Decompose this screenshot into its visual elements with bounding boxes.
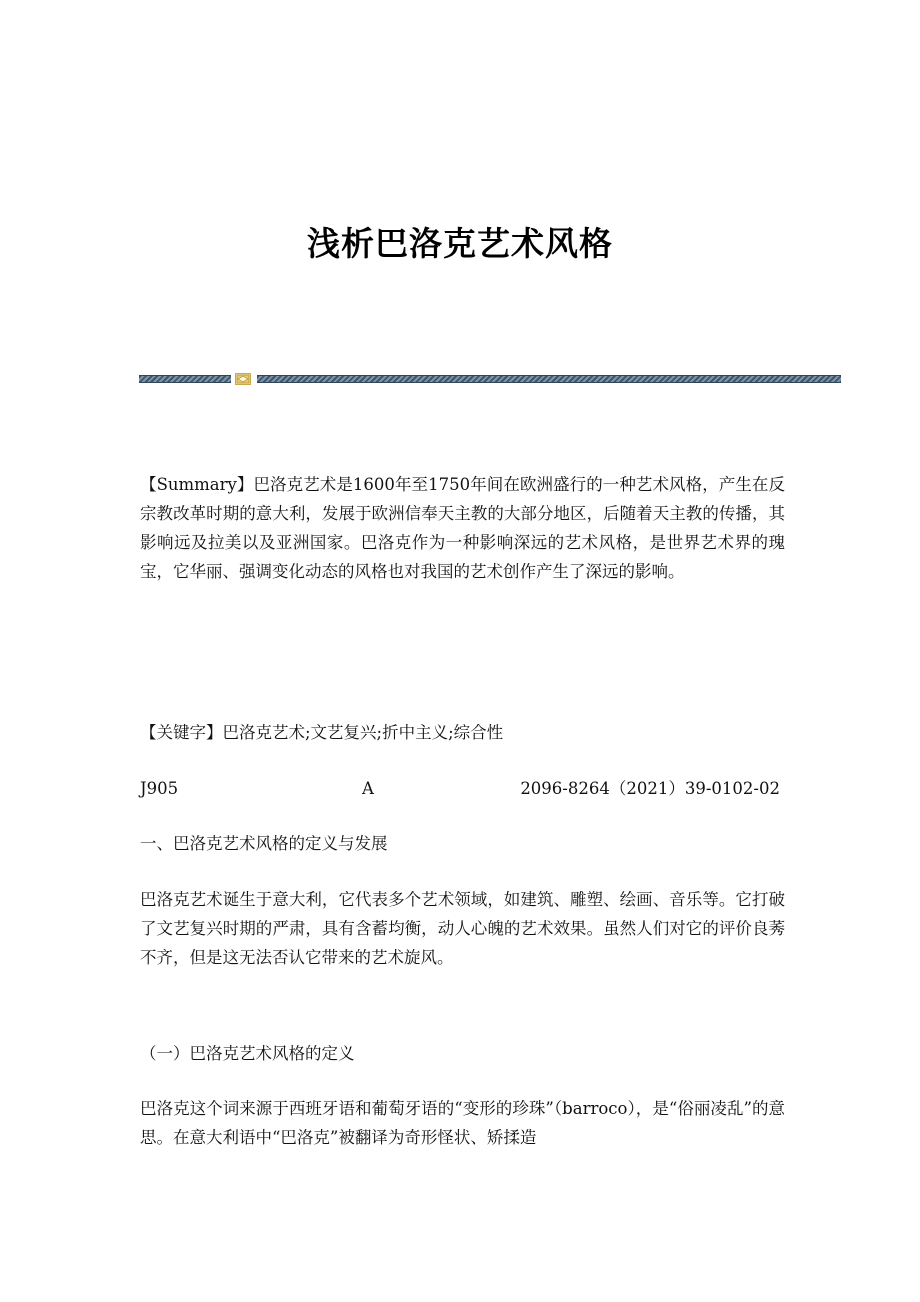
section-heading: 一、巴洛克艺术风格的定义与发展: [140, 834, 388, 853]
document-code: A: [362, 779, 374, 798]
page-title: 浅析巴洛克艺术风格: [307, 224, 613, 263]
divider-left: [139, 374, 231, 384]
clc-number: J905: [140, 779, 179, 798]
article-id: 2096-8264（2021）39-0102-02: [520, 779, 780, 798]
subsection-heading: （一）巴洛克艺术风格的定义: [140, 1044, 355, 1063]
classification-line: [140, 774, 785, 803]
divider-right: [257, 374, 841, 384]
body-paragraph: 巴洛克艺术诞生于意大利，它代表多个艺术领域，如建筑、雕塑、绘画、音乐等。它打破了文艺复兴时期的严肃，具有含蓄均衡，动人心魄的艺术效果。虽然人们对它的评价良莠不齐，但是这无法否认它带来的艺术旋风。: [140, 890, 785, 967]
keywords-line: 【关键字】巴洛克艺术;文艺复兴;折中主义;综合性: [140, 723, 504, 742]
body-paragraph: 巴洛克这个词来源于西班牙语和葡萄牙语的“变形的珍珠”（barroco），是“俗丽凌乱”的意思。在意大利语中“巴洛克”被翻译为奇形怪状、矫揉造: [140, 1099, 785, 1147]
ornament-icon: [235, 373, 251, 385]
summary-paragraph: 【Summary】巴洛克艺术是1600年至1750年间在欧洲盛行的一种艺术风格，产生在反宗教改革时期的意大利，发展于欧洲信奉天主教的大部分地区，后随着天主教的传播，其影响远及拉美以及亚洲国家。巴洛克作为一种影响深远的艺术风格，是世界艺术界的瑰宝，它华丽、强调变化动态的风格也对我国的艺术创作产生了深远的影响。: [140, 475, 785, 581]
